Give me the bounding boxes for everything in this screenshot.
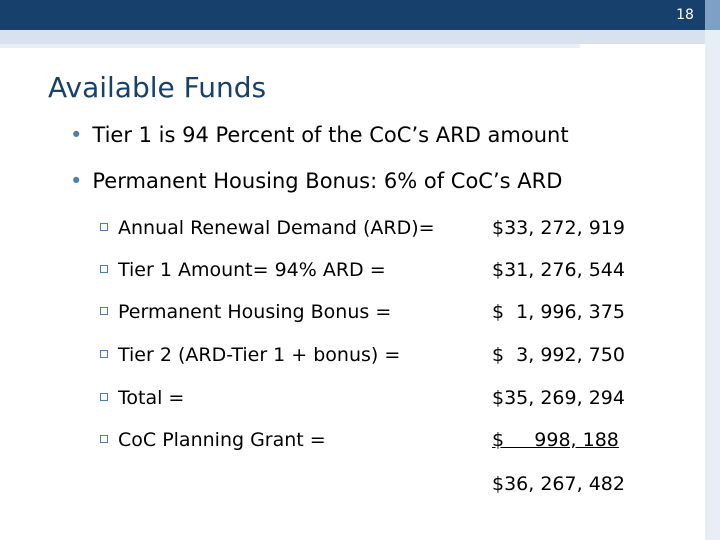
row-label: Tier 2 (ARD-Tier 1 + bonus) =	[118, 344, 401, 366]
square-bullet-icon	[100, 307, 108, 315]
header-stripe	[0, 30, 705, 44]
bullet-text: Tier 1 is 94 Percent of the CoC’s ARD amount	[92, 123, 569, 147]
bullet-text: Permanent Housing Bonus: 6% of CoC’s ARD	[92, 169, 563, 193]
sub-bullet	[100, 256, 386, 284]
row-label: Permanent Housing Bonus =	[118, 301, 392, 323]
top-banner	[0, 0, 705, 30]
square-bullet-icon	[100, 393, 108, 401]
page-number: 18	[676, 7, 694, 23]
bullet-item	[70, 166, 562, 196]
sub-bullet	[100, 426, 326, 454]
row-value: $ 998, 188	[492, 429, 619, 451]
bullet-dot-icon: •	[70, 169, 83, 193]
row-value: $35, 269, 294	[492, 387, 625, 409]
row-value: $ 1, 996, 375	[492, 301, 625, 323]
square-bullet-icon	[100, 435, 108, 443]
bullet-dot-icon: •	[70, 123, 83, 147]
sub-bullet	[100, 298, 391, 326]
row-label: Total =	[118, 387, 185, 409]
right-edge-bar	[705, 0, 720, 540]
bullet-item	[70, 120, 569, 150]
square-bullet-icon	[100, 223, 108, 231]
header-stripe-thin	[0, 44, 580, 48]
row-label: Annual Renewal Demand (ARD)=	[118, 217, 435, 239]
grand-total-value: $36, 267, 482	[492, 473, 625, 495]
row-label: Tier 1 Amount= 94% ARD =	[118, 259, 386, 281]
sub-bullet	[100, 214, 435, 242]
row-value: $33, 272, 919	[492, 217, 625, 239]
sub-bullet	[100, 341, 400, 369]
sub-bullet	[100, 384, 184, 412]
row-label: CoC Planning Grant =	[118, 429, 326, 451]
row-value: $ 3, 992, 750	[492, 344, 625, 366]
square-bullet-icon	[100, 265, 108, 273]
square-bullet-icon	[100, 350, 108, 358]
slide-title: Available Funds	[48, 71, 267, 104]
row-value: $31, 276, 544	[492, 259, 625, 281]
corner-block	[705, 0, 720, 30]
